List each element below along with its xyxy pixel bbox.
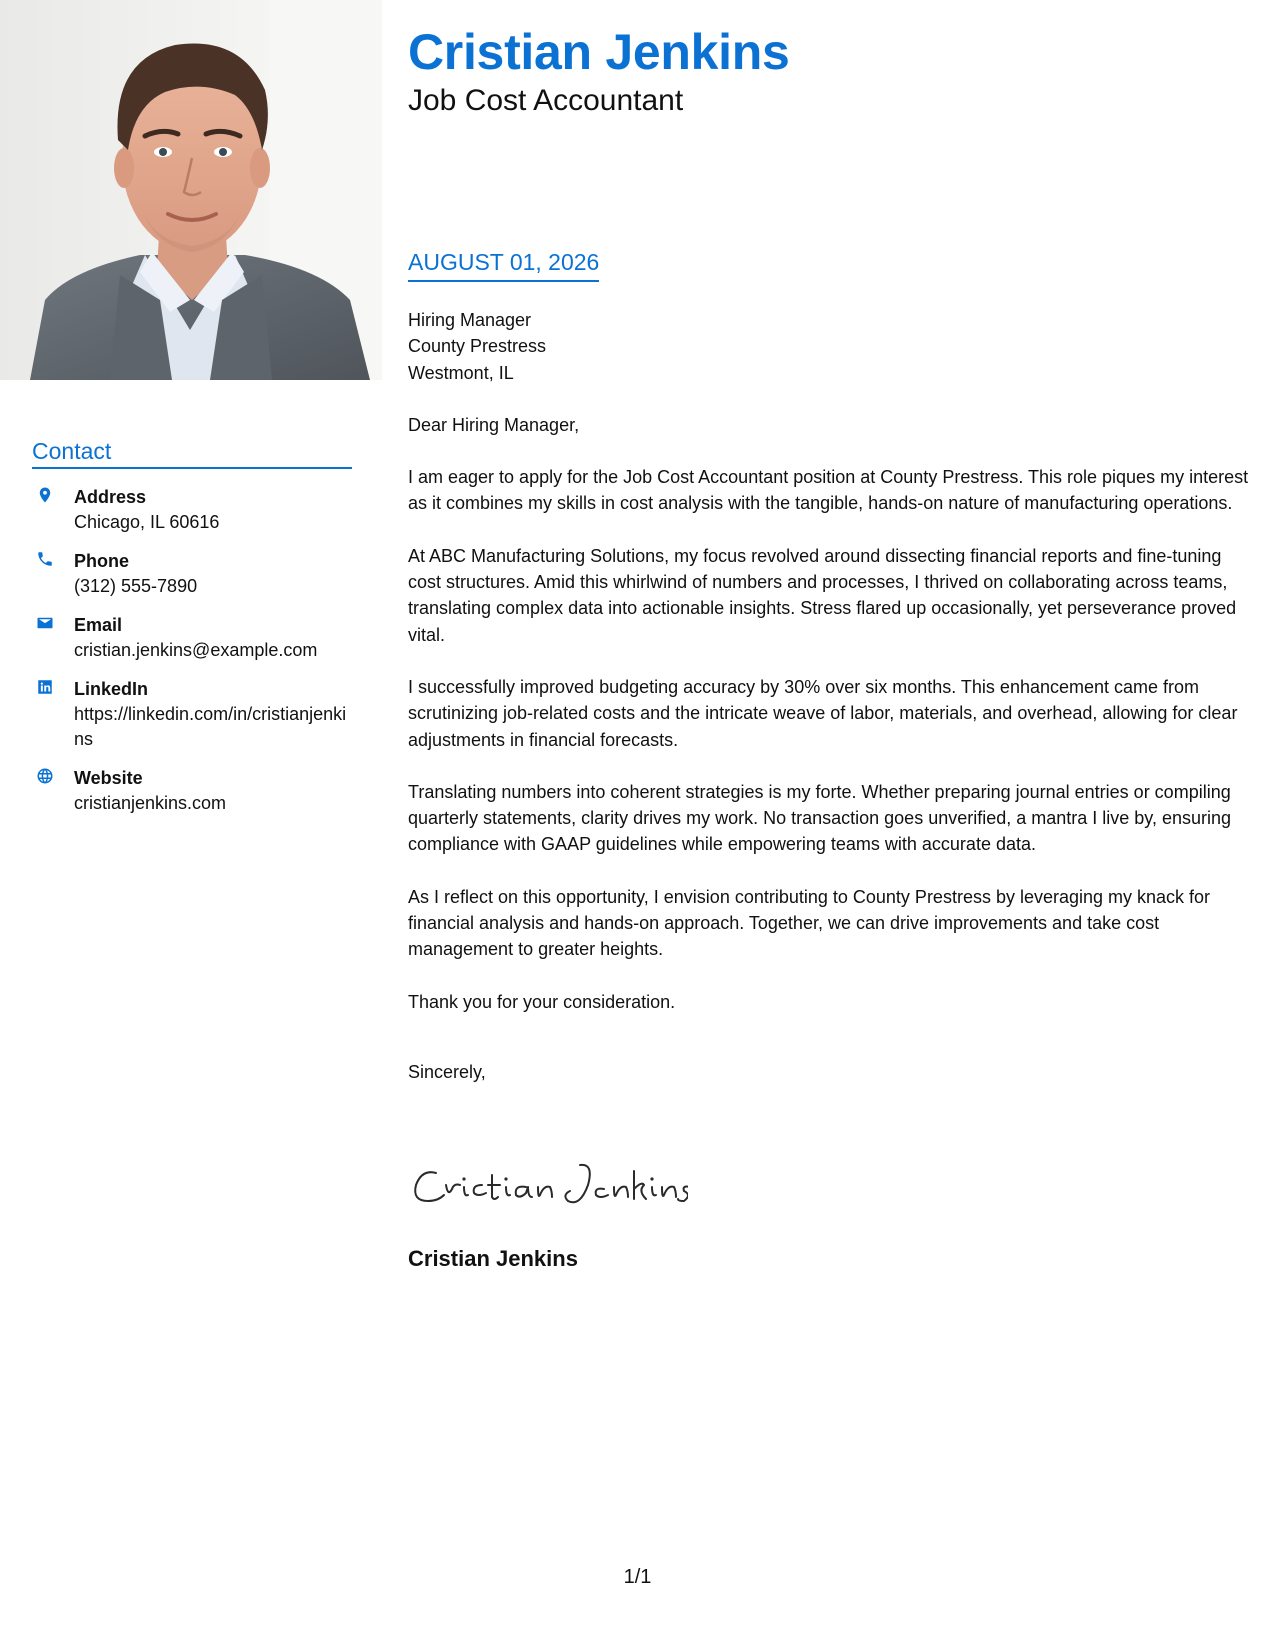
page-number: 1/1 <box>623 1566 652 1588</box>
signed-name: Cristian Jenkins <box>408 1246 578 1271</box>
letter-body <box>408 307 1256 1085</box>
recipient-line: County Prestress <box>408 336 547 357</box>
recipient-line: Hiring Manager <box>408 310 532 330</box>
email-icon <box>36 613 58 635</box>
contact-label: LinkedIn <box>74 679 149 699</box>
letter-paragraph: I am eager to apply for the Job Cost Accountant position at County Prestress. This role piques my interest as it combines my skills in cost analysis with the tangible, hands-on nature of manufacturing operations. <box>408 467 1249 514</box>
contact-section <box>32 437 352 830</box>
salutation: Dear Hiring Manager, <box>408 414 580 435</box>
contact-list <box>32 485 352 816</box>
linkedin-link[interactable]: https://linkedin.com/in/cristianjenkins <box>74 704 347 749</box>
contact-heading: Contact <box>32 437 352 469</box>
contact-item-phone <box>32 549 352 599</box>
letter-paragraph: Translating numbers into coherent strategies is my forte. Whether preparing journal entries or compiling quarterly statements, clarity drives my work. No transaction goes unverified, a mantra I live by, ensuring compliance with GAAP guidelines while empowering teams with accurate data. <box>408 781 1232 855</box>
letter-paragraph: As I reflect on this opportunity, I envision contributing to County Prestress by leveraging my knack for financial analysis and hands-on approach. Together, we can drive improvements and take cost management to greater heights. <box>408 886 1211 960</box>
letter-paragraph: I successfully improved budgeting accuracy by 30% over six months. This enhancement came from scrutinizing job-related costs and the intricate weave of labor, materials, and overhead, allowing for clear adjustments in financial forecasts. <box>408 676 1238 750</box>
closing: Sincerely, <box>408 1061 486 1082</box>
address-value: Chicago, IL 60616 <box>74 512 220 532</box>
contact-label: Phone <box>74 551 130 571</box>
contact-item-address <box>32 485 352 535</box>
email-link[interactable]: cristian.jenkins@example.com <box>74 640 318 660</box>
job-title: Job Cost Accountant <box>408 84 684 117</box>
globe-icon <box>36 766 58 788</box>
website-link[interactable]: cristianjenkins.com <box>74 793 227 813</box>
linkedin-icon <box>36 677 58 699</box>
contact-label: Email <box>74 615 123 635</box>
profile-photo <box>0 0 382 380</box>
contact-item-linkedin <box>32 677 352 752</box>
applicant-name: Cristian Jenkins <box>408 24 790 80</box>
location-pin-icon <box>36 485 58 507</box>
handwritten-signature <box>408 1155 688 1215</box>
phone-value[interactable]: (312) 555-7890 <box>74 576 198 596</box>
phone-icon <box>36 549 58 571</box>
contact-item-email <box>32 613 352 663</box>
recipient-block <box>408 307 1256 386</box>
letter-paragraph: At ABC Manufacturing Solutions, my focus revolved around dissecting financial reports and fine-tuning cost structures. Amid this whirlwind of numbers and processes, I thrived on collaborating across teams, translating complex data into actionable insights. Stress flared up occasionally, yet perseverance proved vital. <box>408 545 1237 645</box>
contact-item-website <box>32 766 352 816</box>
contact-label: Website <box>74 768 143 788</box>
recipient-line: Westmont, IL <box>408 362 514 383</box>
contact-label: Address <box>74 487 147 507</box>
letter-paragraph: Thank you for your consideration. <box>408 991 676 1012</box>
letter-date: AUGUST 01, 2026 <box>408 247 599 282</box>
